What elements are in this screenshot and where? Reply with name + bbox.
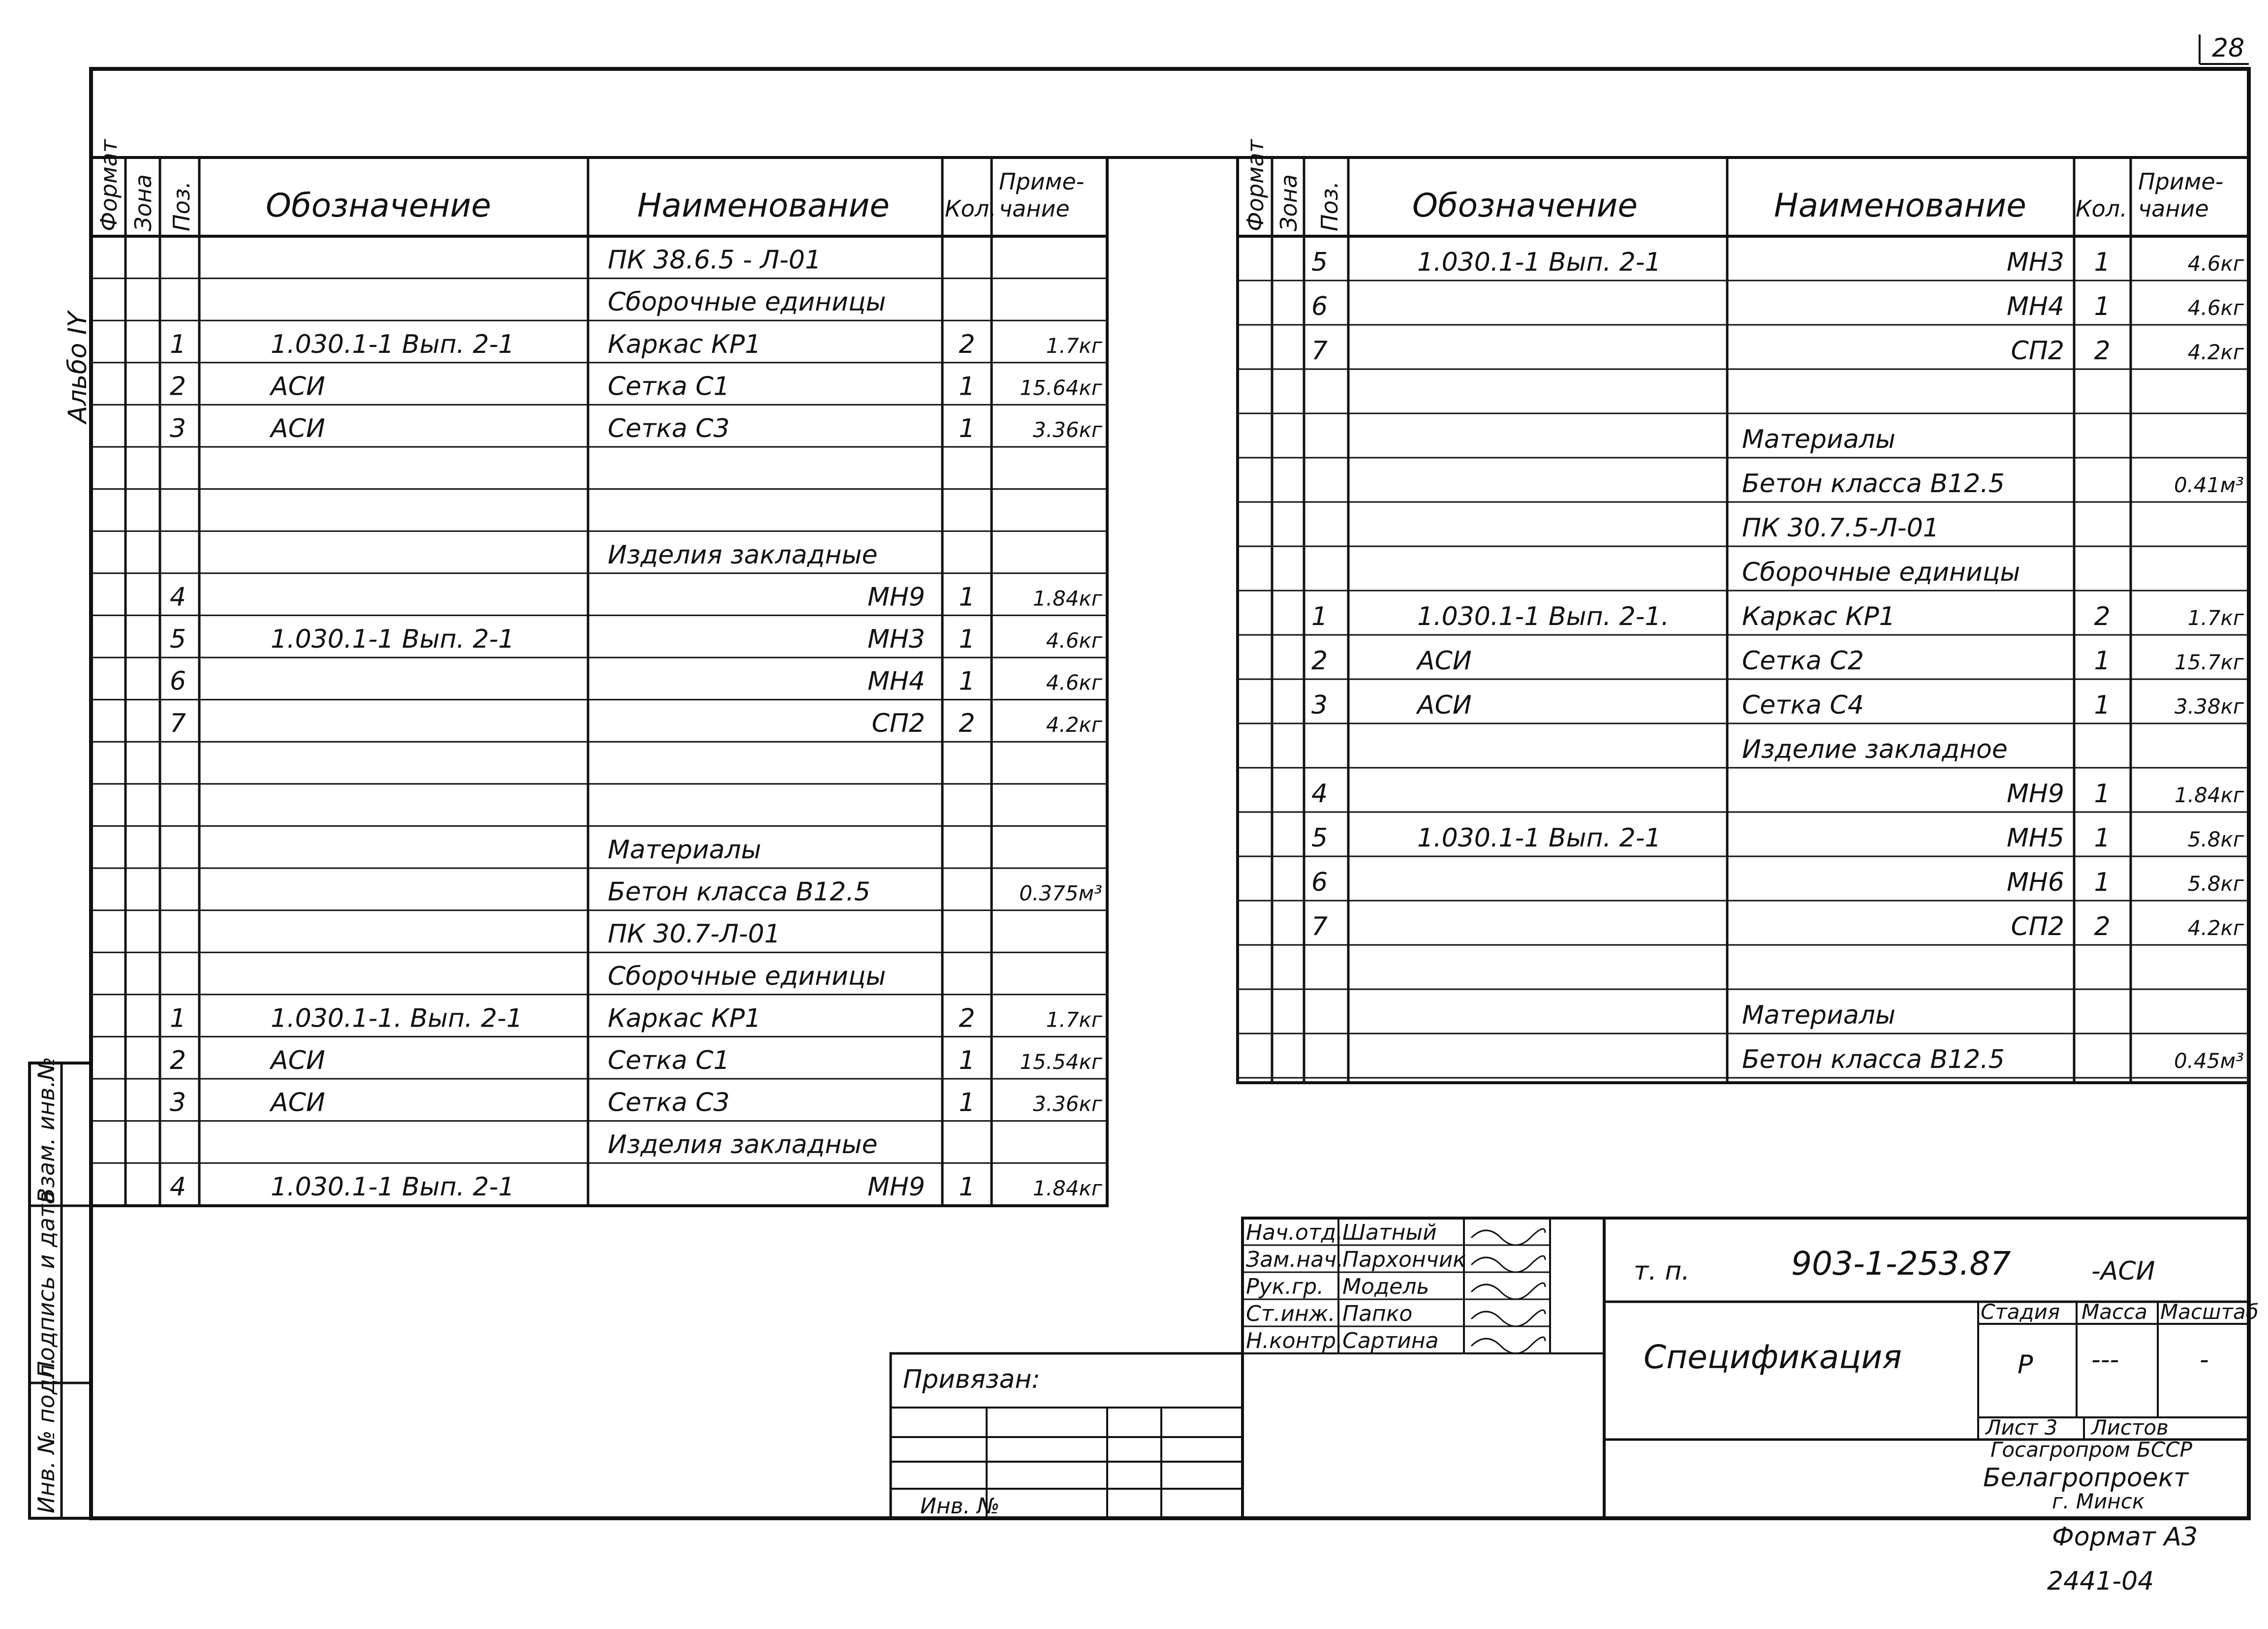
- cell-pos: 5: [1311, 248, 1328, 277]
- cell-pos: 4: [170, 582, 186, 612]
- cell-name: МН4: [867, 666, 925, 696]
- cell-designation: 1.030.1-1 Вып. 2-1: [271, 1172, 515, 1202]
- table-row: [170, 330, 1103, 359]
- cell-qty: 2: [959, 329, 975, 359]
- signature-row: [1246, 1328, 1545, 1353]
- rcol-name-header: Наименование: [1774, 187, 2026, 224]
- role-label: Зам.нач.: [1246, 1247, 1344, 1272]
- cell-pos: 7: [1311, 336, 1328, 366]
- cell-name: Изделие закладное: [1742, 735, 2008, 764]
- rcol-zone-header: Зона: [1275, 174, 1302, 231]
- cell-qty: 2: [2094, 336, 2111, 366]
- table-row: [1311, 690, 2244, 720]
- cell-designation: 1.030.1-1 Вып. 2-1: [1417, 248, 1661, 277]
- org-line-3: г. Минск: [2052, 1489, 2145, 1513]
- scale-value: -: [2200, 1345, 2209, 1375]
- signature-scribble: [1471, 1310, 1545, 1326]
- col-qty-header: Кол.: [945, 195, 996, 222]
- table-row: [1742, 1045, 2244, 1074]
- cell-designation: АСИ: [271, 1088, 325, 1118]
- table-row: [1742, 558, 2020, 587]
- cell-designation: АСИ: [271, 372, 325, 402]
- cell-name: Материалы: [608, 835, 761, 865]
- role-label: Н.контр.: [1246, 1328, 1343, 1353]
- cell-name: Сетка С2: [1742, 646, 1864, 676]
- cell-name: Каркас КР1: [1742, 602, 1895, 631]
- cell-qty: 1: [959, 625, 975, 654]
- cell-name: Материалы: [1742, 425, 1895, 454]
- sheet-label: Лист 3: [1986, 1415, 2058, 1440]
- cell-qty: 1: [2094, 868, 2111, 897]
- cell-note: 3.36кг: [1033, 1092, 1102, 1116]
- cell-name: Каркас КР1: [608, 1003, 761, 1034]
- col-note-header-1: Приме-: [999, 168, 1085, 195]
- document-suffix: -АСИ: [2091, 1256, 2155, 1286]
- cell-note: 1.7кг: [1046, 333, 1102, 358]
- cell-note: 4.6кг: [2187, 296, 2244, 320]
- table-row: [1311, 868, 2244, 897]
- table-row: [1311, 248, 2244, 277]
- cell-qty: 1: [2094, 292, 2111, 321]
- cell-qty: 1: [2094, 646, 2111, 676]
- table-row: [170, 625, 1103, 654]
- cell-note: 5.8кг: [2187, 872, 2244, 896]
- cell-note: 4.2кг: [2187, 340, 2244, 364]
- cell-name: Сетка С3: [608, 414, 730, 443]
- album-label: Альбо IY: [63, 312, 93, 423]
- cell-name: ПК 38.6.5 - Л-01: [608, 245, 821, 275]
- table-row: [608, 540, 877, 570]
- table-row: [1311, 823, 2244, 853]
- cell-qty: 1: [959, 414, 975, 443]
- tp-prefix: т. п.: [1634, 1256, 1690, 1286]
- cell-qty: 1: [959, 666, 975, 696]
- cell-pos: 6: [1311, 292, 1328, 321]
- cell-name: Сборочные единицы: [608, 287, 886, 317]
- cell-qty: 2: [2094, 912, 2111, 941]
- table-row: [608, 919, 780, 949]
- table-row: [608, 962, 886, 991]
- table-row: [170, 1088, 1103, 1118]
- title-block: [1243, 1218, 2259, 1518]
- cell-name: МН9: [867, 1172, 925, 1202]
- rcol-note-header-1: Приме-: [2138, 168, 2224, 195]
- cell-name: Изделия закладные: [608, 1130, 878, 1160]
- cell-note: 1.84кг: [1033, 1176, 1102, 1200]
- scale-label: Масштаб: [2160, 1300, 2259, 1324]
- cell-pos: 5: [1311, 823, 1328, 853]
- cell-qty: 1: [959, 582, 975, 612]
- person-name: Папко: [1342, 1301, 1413, 1326]
- cell-note: 3.38кг: [2175, 694, 2244, 719]
- table-row: [1742, 425, 1895, 454]
- table-row: [1311, 646, 2244, 676]
- cell-pos: 7: [1311, 912, 1328, 941]
- signature-scribble: [1471, 1256, 1545, 1272]
- signature-row: [1246, 1301, 1545, 1326]
- stamp-inv-podl: Инв. № подл.: [33, 1357, 60, 1513]
- cell-note: 1.84кг: [2175, 783, 2244, 807]
- cell-note: 15.64кг: [1020, 376, 1102, 400]
- cell-note: 15.7кг: [2175, 650, 2244, 674]
- col-designation-header: Обозначение: [266, 187, 491, 224]
- signature-row: [1246, 1274, 1545, 1299]
- cell-name: Бетон класса В12.5: [1742, 1045, 2005, 1074]
- table-row: [170, 1046, 1103, 1075]
- cell-note: 4.6кг: [1046, 670, 1102, 695]
- cell-name: МН6: [2006, 868, 2064, 897]
- table-row: [608, 835, 761, 865]
- binding-block: [891, 1353, 1243, 1519]
- cell-pos: 6: [1311, 868, 1328, 897]
- cell-name: ПК 30.7.5-Л-01: [1742, 513, 1939, 543]
- signature-row: [1246, 1220, 1545, 1245]
- col-note-header-2: чание: [999, 195, 1070, 222]
- document-code: 903-1-253.87: [1791, 1245, 2011, 1283]
- col-zone-header: Зона: [130, 174, 156, 231]
- cell-qty: 1: [959, 1046, 975, 1075]
- cell-name: Бетон класса В12.5: [1742, 469, 2005, 499]
- org-line-1: Госагропром БССР: [1990, 1438, 2192, 1462]
- stage-value: Р: [2018, 1350, 2033, 1379]
- cell-pos: 4: [170, 1172, 186, 1202]
- sheets-label: Листов: [2091, 1415, 2169, 1440]
- cell-designation: АСИ: [1417, 690, 1472, 720]
- person-name: Пархончик: [1342, 1247, 1466, 1272]
- table-row: [170, 414, 1103, 443]
- table-row: [1742, 1001, 1895, 1030]
- stamp-vzam-inv: Взам. инв.№: [33, 1057, 60, 1203]
- table-row: [1311, 779, 2244, 809]
- cell-name: МН4: [2006, 292, 2064, 321]
- col-pos-header: Поз.: [168, 181, 195, 231]
- cell-qty: 1: [959, 1088, 975, 1118]
- cell-pos: 1: [170, 329, 186, 359]
- cell-pos: 3: [1311, 690, 1328, 720]
- cell-name: Сборочные единицы: [608, 961, 886, 991]
- person-name: Сартина: [1342, 1328, 1439, 1353]
- cell-name: Материалы: [1742, 1001, 1895, 1030]
- cell-name: Сборочные единицы: [1742, 558, 2020, 587]
- rcol-designation-header: Обозначение: [1412, 187, 1638, 224]
- cell-note: 4.6кг: [1046, 628, 1102, 653]
- doc-number: 2441-04: [2047, 1566, 2154, 1596]
- table-row: [1742, 513, 1939, 543]
- cell-qty: 1: [2094, 823, 2111, 853]
- cell-designation: АСИ: [271, 1046, 325, 1075]
- cell-note: 0.375м³: [1019, 881, 1102, 906]
- cell-pos: 2: [170, 372, 186, 402]
- cell-pos: 2: [1311, 646, 1328, 676]
- role-label: Нач.отд.: [1246, 1220, 1343, 1245]
- mass-value: ---: [2091, 1345, 2119, 1375]
- table-row: [170, 667, 1103, 696]
- cell-pos: 2: [170, 1046, 186, 1075]
- cell-name: Сетка С1: [608, 1046, 730, 1075]
- table-row: [1311, 336, 2244, 366]
- table-row: [608, 1130, 877, 1159]
- cell-designation: 1.030.1-1 Вып. 2-1: [271, 329, 515, 359]
- person-name: Шатный: [1342, 1220, 1437, 1245]
- table-row: [1742, 735, 2008, 764]
- table-row: [1311, 292, 2244, 321]
- cell-qty: 1: [2094, 779, 2111, 809]
- cell-pos: 5: [170, 625, 186, 654]
- cell-name: МН5: [2006, 823, 2064, 853]
- table-row: [608, 287, 886, 317]
- table-row: [1311, 912, 2244, 941]
- cell-qty: 1: [959, 1172, 975, 1202]
- cell-designation: 1.030.1-1 Вып. 2-1.: [1417, 602, 1670, 631]
- right-specification-table: [1238, 139, 2249, 1083]
- rcol-note-header-2: чание: [2138, 195, 2209, 222]
- stamp-sign-date: Подпись и дата: [33, 1190, 60, 1378]
- org-line-2: Белагропроект: [1983, 1463, 2189, 1493]
- side-stamp: [30, 1057, 91, 1518]
- signature-row: [1246, 1247, 1545, 1272]
- table-row: [170, 582, 1103, 612]
- role-label: Ст.инж.: [1246, 1301, 1336, 1326]
- table-row: [170, 1172, 1103, 1202]
- cell-designation: АСИ: [1417, 646, 1472, 676]
- document-title: Спецификация: [1644, 1338, 1902, 1376]
- cell-designation: 1.030.1-1. Вып. 2-1: [271, 1003, 523, 1034]
- cell-name: Изделия закладные: [608, 540, 878, 570]
- signature-scribble: [1471, 1337, 1545, 1353]
- cell-note: 1.7кг: [2187, 606, 2244, 630]
- table-row: [1742, 469, 2244, 499]
- cell-qty: 2: [959, 1003, 975, 1034]
- cell-note: 15.54кг: [1020, 1050, 1102, 1074]
- cell-pos: 3: [170, 414, 186, 443]
- signature-scribble: [1471, 1229, 1545, 1245]
- cell-name: Сетка С3: [608, 1088, 730, 1118]
- cell-note: 5.8кг: [2187, 827, 2244, 851]
- cell-name: СП2: [2011, 336, 2064, 366]
- cell-name: Сетка С1: [608, 372, 730, 402]
- cell-name: Сетка С4: [1742, 690, 1864, 720]
- role-label: Рук.гр.: [1246, 1274, 1324, 1299]
- table-row: [170, 1003, 1103, 1033]
- cell-name: СП2: [2011, 912, 2064, 941]
- cell-qty: 1: [2094, 248, 2111, 277]
- table-row: [170, 709, 1103, 738]
- cell-qty: 1: [959, 372, 975, 402]
- cell-note: 0.45м³: [2174, 1049, 2244, 1073]
- cell-qty: 2: [2094, 602, 2111, 631]
- cell-note: 1.7кг: [1046, 1007, 1102, 1032]
- rcol-format-header: Формат: [1242, 139, 1269, 231]
- cell-designation: АСИ: [271, 414, 325, 443]
- person-name: Модель: [1342, 1274, 1429, 1299]
- cell-pos: 1: [170, 1003, 186, 1034]
- cell-designation: 1.030.1-1 Вып. 2-1: [1417, 823, 1661, 853]
- signature-scribble: [1471, 1283, 1545, 1299]
- cell-pos: 1: [1311, 602, 1328, 631]
- rcol-pos-header: Поз.: [1316, 181, 1343, 231]
- table-row: [170, 372, 1103, 401]
- cell-note: 3.36кг: [1033, 418, 1102, 442]
- cell-note: 4.2кг: [1046, 713, 1102, 737]
- cell-pos: 7: [170, 709, 186, 739]
- cell-qty: 2: [959, 709, 975, 739]
- binding-inv-label: Инв. №: [920, 1494, 1000, 1519]
- cell-designation: 1.030.1-1 Вып. 2-1: [271, 625, 515, 654]
- table-row: [1311, 602, 2244, 631]
- cell-name: МН3: [2006, 248, 2064, 277]
- col-name-header: Наименование: [637, 187, 890, 224]
- cell-note: 1.84кг: [1033, 586, 1102, 611]
- cell-name: ПК 30.7-Л-01: [608, 919, 781, 949]
- table-row: [608, 877, 1102, 907]
- col-format-header: Формат: [95, 139, 122, 231]
- cell-qty: 1: [2094, 690, 2111, 720]
- format-label: Формат А3: [2052, 1522, 2198, 1552]
- page-number: 28: [2212, 33, 2245, 63]
- cell-note: 0.41м³: [2174, 473, 2244, 497]
- mass-label: Масса: [2082, 1300, 2147, 1324]
- cell-name: МН3: [867, 625, 925, 654]
- cell-name: Бетон класса В12.5: [608, 877, 870, 907]
- binding-label: Привязан:: [903, 1365, 1040, 1394]
- rcol-qty-header: Кол.: [2076, 195, 2127, 222]
- table-row: [608, 246, 821, 275]
- cell-note: 4.2кг: [2187, 916, 2244, 940]
- left-specification-table: [91, 139, 1107, 1206]
- cell-name: МН9: [867, 582, 925, 612]
- cell-name: СП2: [871, 709, 925, 739]
- cell-pos: 3: [170, 1088, 186, 1118]
- stage-label: Стадия: [1981, 1300, 2060, 1324]
- cell-pos: 4: [1311, 779, 1328, 809]
- cell-note: 4.6кг: [2187, 251, 2244, 276]
- cell-name: Каркас КР1: [608, 329, 761, 359]
- cell-name: МН9: [2006, 779, 2064, 809]
- cell-pos: 6: [170, 666, 186, 696]
